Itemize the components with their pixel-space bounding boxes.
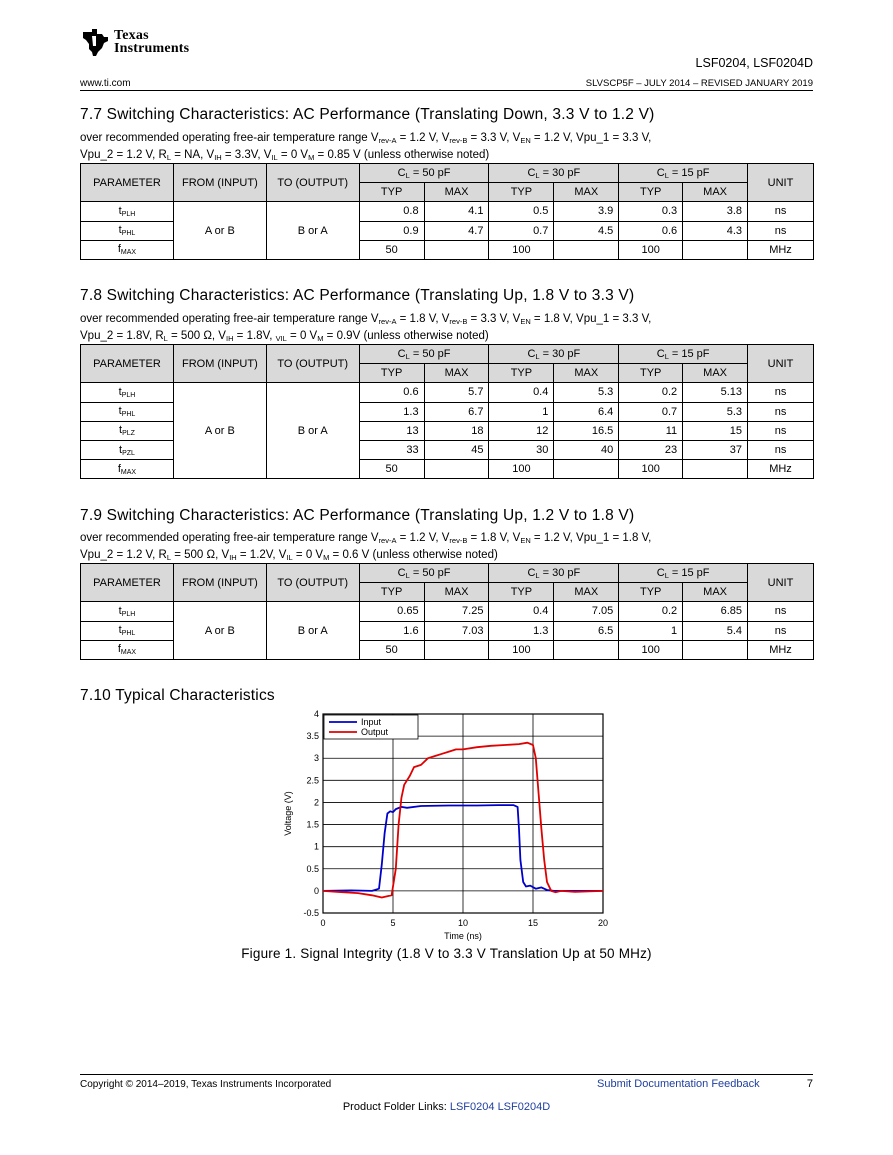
unit-cell: ns xyxy=(748,402,814,421)
website-link[interactable]: www.ti.com xyxy=(80,78,131,89)
max-value xyxy=(683,640,748,659)
th-typ: TYP xyxy=(489,364,554,383)
max-value: 4.3 xyxy=(683,221,748,240)
th-cl30: $C_L = 30$ pF xyxy=(489,345,619,364)
typ-value: 50 xyxy=(359,240,424,259)
x-tick-label: 0 xyxy=(320,918,326,928)
th-typ: TYP xyxy=(489,583,554,602)
cond-line-1: over recommended operating free-air temperature range $V_{rev-A} = 1.8$ V, $V_{rev-B} = 3.3$ V, $V_{EN} = 1.8$ V, Vpu_1 = 3.3 V, xyxy=(80,313,652,326)
y-tick-label: 2.5 xyxy=(306,775,319,786)
unit-cell: MHz xyxy=(748,460,814,479)
typ-value: 11 xyxy=(619,421,683,440)
part-numbers: LSF0204, LSF0204D xyxy=(695,56,813,70)
unit-cell: ns xyxy=(748,440,814,459)
th-max: MAX xyxy=(554,183,619,202)
x-tick-label: 5 xyxy=(390,918,396,928)
th-from: FROM (INPUT) xyxy=(173,564,266,602)
y-tick-label: 1 xyxy=(313,841,319,852)
th-max: MAX xyxy=(683,183,748,202)
th-cl15: $C_L = 15$ pF xyxy=(619,345,748,364)
typ-value: 50 xyxy=(359,640,424,659)
link-lsf0204d[interactable]: LSF0204D xyxy=(497,1101,551,1113)
th-typ: TYP xyxy=(489,183,554,202)
th-typ: TYP xyxy=(359,583,424,602)
th-cl50: $C_L = 50$ pF xyxy=(359,564,489,583)
section-7-9-title: 7.9 Switching Characteristics: AC Performance (Translating Up, 1.2 V to 1.8 V) xyxy=(80,507,635,524)
typ-value: 30 xyxy=(489,440,554,459)
y-tick-label: 4 xyxy=(313,709,319,719)
y-tick-label: 0.5 xyxy=(306,863,319,874)
typ-value: 0.7 xyxy=(619,402,683,421)
max-value xyxy=(554,640,619,659)
y-tick-label: 3 xyxy=(313,753,319,764)
max-value xyxy=(683,240,748,259)
th-typ: TYP xyxy=(619,364,683,383)
param-symbol: $t_{PHL}$ xyxy=(81,402,174,421)
typ-value: 100 xyxy=(489,640,554,659)
param-symbol: $t_{PLH}$ xyxy=(81,383,174,402)
table-row xyxy=(81,602,814,621)
param-symbol: $f_{MAX}$ xyxy=(81,240,174,259)
param-symbol: $t_{PHL}$ xyxy=(81,621,174,640)
ti-logo xyxy=(80,26,189,58)
th-cl50: $C_L = 50$ pF xyxy=(359,164,489,183)
typ-value: 1.3 xyxy=(489,621,554,640)
to-cell: B or A xyxy=(266,383,359,479)
th-from: FROM (INPUT) xyxy=(173,164,266,202)
typ-value: 0.7 xyxy=(489,221,554,240)
typ-value: 0.4 xyxy=(489,383,554,402)
section-7-10-title: 7.10 Typical Characteristics xyxy=(80,687,275,704)
th-to: TO (OUTPUT) xyxy=(266,564,359,602)
max-value: 37 xyxy=(683,440,748,459)
cond-line-2: Vpu_2 = 1.8V, $R_L = 500$ Ω, $V_{IH} = 1.8V$, $_{VIL}$ = 0 $V_M = 0.9V$ (unless otherwise noted) xyxy=(80,330,489,343)
th-cl50: $C_L = 50$ pF xyxy=(359,345,489,364)
y-tick-label: 0 xyxy=(313,885,319,896)
th-typ: TYP xyxy=(619,583,683,602)
max-value xyxy=(424,240,489,259)
typ-value: 1.3 xyxy=(359,402,424,421)
max-value: 5.3 xyxy=(683,402,748,421)
th-from: FROM (INPUT) xyxy=(173,345,266,383)
th-to: TO (OUTPUT) xyxy=(266,345,359,383)
from-cell: A or B xyxy=(173,202,266,260)
th-max: MAX xyxy=(424,364,489,383)
section-7-7-title: 7.7 Switching Characteristics: AC Performance (Translating Down, 3.3 V to 1.2 V) xyxy=(80,106,655,123)
section-7-8-conditions xyxy=(80,312,651,346)
typ-value: 100 xyxy=(489,460,554,479)
x-tick-label: 20 xyxy=(597,918,609,928)
max-value: 3.8 xyxy=(683,202,748,221)
link-lsf0204[interactable]: LSF0204 xyxy=(449,1101,495,1113)
max-value: 3.9 xyxy=(554,202,619,221)
th-cl30: $C_L = 30$ pF xyxy=(489,164,619,183)
max-value: 18 xyxy=(424,421,489,440)
signal-integrity-chart xyxy=(270,706,620,946)
y-tick-label: 1.5 xyxy=(306,819,319,830)
max-value xyxy=(554,460,619,479)
cond-line-1: over recommended operating free-air temperature range $V_{rev-A} = 1.2$ V, $V_{rev-B} = 1.8$ V, $V_{EN} = 1.2$ V, Vpu_1 = 1.8 V, xyxy=(80,532,652,545)
typ-value: 100 xyxy=(619,460,683,479)
legend-label-output: Output xyxy=(361,727,389,737)
th-to: TO (OUTPUT) xyxy=(266,164,359,202)
typ-value: 33 xyxy=(359,440,424,459)
logo-instruments: Instruments xyxy=(114,41,190,56)
x-axis-label: Time (ns) xyxy=(444,931,482,941)
typ-value: 0.65 xyxy=(359,602,424,621)
unit-cell: MHz xyxy=(748,240,814,259)
param-symbol: $t_{PZL}$ xyxy=(81,440,174,459)
param-symbol: $f_{MAX}$ xyxy=(81,460,174,479)
typ-value: 13 xyxy=(359,421,424,440)
max-value: 16.5 xyxy=(554,421,619,440)
y-axis-label: Voltage (V) xyxy=(283,791,293,836)
typ-value: 1.6 xyxy=(359,621,424,640)
max-value: 7.25 xyxy=(424,602,489,621)
typ-value: 100 xyxy=(619,640,683,659)
submit-feedback-link[interactable]: Submit Documentation Feedback xyxy=(597,1078,760,1090)
legend-label-input: Input xyxy=(361,717,382,727)
product-folder-links xyxy=(0,1101,893,1113)
unit-cell: ns xyxy=(748,621,814,640)
typ-value: 1 xyxy=(619,621,683,640)
th-unit: UNIT xyxy=(748,564,814,602)
copyright: Copyright © 2014–2019, Texas Instruments Incorporated xyxy=(80,1079,332,1090)
param-symbol: $f_{MAX}$ xyxy=(81,640,174,659)
y-tick-label: 2 xyxy=(313,797,319,808)
th-parameter: PARAMETER xyxy=(81,564,174,602)
typ-value: 100 xyxy=(489,240,554,259)
th-typ: TYP xyxy=(359,364,424,383)
typ-value: 0.3 xyxy=(619,202,683,221)
max-value xyxy=(554,240,619,259)
typ-value: 50 xyxy=(359,460,424,479)
th-typ: TYP xyxy=(359,183,424,202)
table-row xyxy=(81,383,814,402)
unit-cell: ns xyxy=(748,221,814,240)
unit-cell: ns xyxy=(748,421,814,440)
footer-rule xyxy=(80,1074,813,1075)
max-value: 6.5 xyxy=(554,621,619,640)
typ-value: 100 xyxy=(619,240,683,259)
typ-value: 0.8 xyxy=(359,202,424,221)
typ-value: 0.4 xyxy=(489,602,554,621)
th-unit: UNIT xyxy=(748,164,814,202)
typ-value: 1 xyxy=(489,402,554,421)
ti-logo-icon xyxy=(80,26,110,58)
max-value: 40 xyxy=(554,440,619,459)
th-max: MAX xyxy=(554,364,619,383)
unit-cell: ns xyxy=(748,383,814,402)
typ-value: 0.5 xyxy=(489,202,554,221)
max-value: 5.13 xyxy=(683,383,748,402)
table-7-9 xyxy=(80,563,814,660)
typ-value: 0.9 xyxy=(359,221,424,240)
max-value: 4.5 xyxy=(554,221,619,240)
page-number: 7 xyxy=(806,1078,813,1090)
y-tick-label: 3.5 xyxy=(306,731,319,742)
max-value xyxy=(683,460,748,479)
th-max: MAX xyxy=(683,364,748,383)
th-max: MAX xyxy=(554,583,619,602)
typ-value: 0.6 xyxy=(619,221,683,240)
typ-value: 0.2 xyxy=(619,383,683,402)
th-typ: TYP xyxy=(619,183,683,202)
from-cell: A or B xyxy=(173,383,266,479)
max-value xyxy=(424,460,489,479)
max-value: 5.4 xyxy=(683,621,748,640)
th-max: MAX xyxy=(424,583,489,602)
th-max: MAX xyxy=(424,183,489,202)
max-value: 5.3 xyxy=(554,383,619,402)
from-cell: A or B xyxy=(173,602,266,660)
cond-line-1: over recommended operating free-air temperature range $V_{rev-A} = 1.2$ V, $V_{rev-B} = 3.3$ V, $V_{EN} = 1.2$ V, Vpu_1 = 3.3 V, xyxy=(80,132,652,145)
max-value xyxy=(424,640,489,659)
th-parameter: PARAMETER xyxy=(81,345,174,383)
to-cell: B or A xyxy=(266,602,359,660)
table-7-8 xyxy=(80,344,814,479)
th-cl15: $C_L = 15$ pF xyxy=(619,164,748,183)
table-row xyxy=(81,202,814,221)
param-symbol: $t_{PLZ}$ xyxy=(81,421,174,440)
param-symbol: $t_{PHL}$ xyxy=(81,221,174,240)
logo-texas: Texas xyxy=(114,28,149,43)
param-symbol: $t_{PLH}$ xyxy=(81,602,174,621)
unit-cell: MHz xyxy=(748,640,814,659)
to-cell: B or A xyxy=(266,202,359,260)
x-tick-label: 10 xyxy=(457,918,469,928)
max-value: 5.7 xyxy=(424,383,489,402)
header-rule xyxy=(80,90,813,91)
max-value: 7.05 xyxy=(554,602,619,621)
folder-label: Product Folder Links: xyxy=(342,1101,447,1113)
section-7-9-conditions xyxy=(80,531,651,565)
max-value: 45 xyxy=(424,440,489,459)
typ-value: 0.6 xyxy=(359,383,424,402)
max-value: 6.85 xyxy=(683,602,748,621)
max-value: 4.7 xyxy=(424,221,489,240)
unit-cell: ns xyxy=(748,202,814,221)
max-value: 7.03 xyxy=(424,621,489,640)
th-cl30: $C_L = 30$ pF xyxy=(489,564,619,583)
th-cl15: $C_L = 15$ pF xyxy=(619,564,748,583)
doc-revision: SLVSCP5F – JULY 2014 – REVISED JANUARY 2019 xyxy=(585,78,813,89)
cond-line-2: Vpu_2 = 1.2 V, $R_L = 500$ Ω, $V_{IH} = 1.2V$, $V_{IL} = 0$ $V_M = 0.6$ V (unless otherwise noted) xyxy=(80,549,498,562)
x-tick-label: 15 xyxy=(527,918,539,928)
max-value: 15 xyxy=(683,421,748,440)
table-7-7 xyxy=(80,163,814,260)
typ-value: 23 xyxy=(619,440,683,459)
y-tick-label: -0.5 xyxy=(303,908,319,918)
th-max: MAX xyxy=(683,583,748,602)
typ-value: 0.2 xyxy=(619,602,683,621)
typ-value: 12 xyxy=(489,421,554,440)
unit-cell: ns xyxy=(748,602,814,621)
max-value: 6.7 xyxy=(424,402,489,421)
max-value: 6.4 xyxy=(554,402,619,421)
figure-caption: Figure 1. Signal Integrity (1.8 V to 3.3 V Translation Up at 50 MHz) xyxy=(241,946,652,961)
cond-line-2: Vpu_2 = 1.2 V, $R_L$ = NA, $V_{IH} = 3.3V$, $V_{IL} = 0$ $V_M = 0.85$ V (unless otherwise noted) xyxy=(80,149,490,162)
section-7-8-title: 7.8 Switching Characteristics: AC Performance (Translating Up, 1.8 V to 3.3 V) xyxy=(80,287,635,304)
param-symbol: $t_{PLH}$ xyxy=(81,202,174,221)
th-unit: UNIT xyxy=(748,345,814,383)
th-parameter: PARAMETER xyxy=(81,164,174,202)
section-7-7-conditions xyxy=(80,131,651,165)
max-value: 4.1 xyxy=(424,202,489,221)
